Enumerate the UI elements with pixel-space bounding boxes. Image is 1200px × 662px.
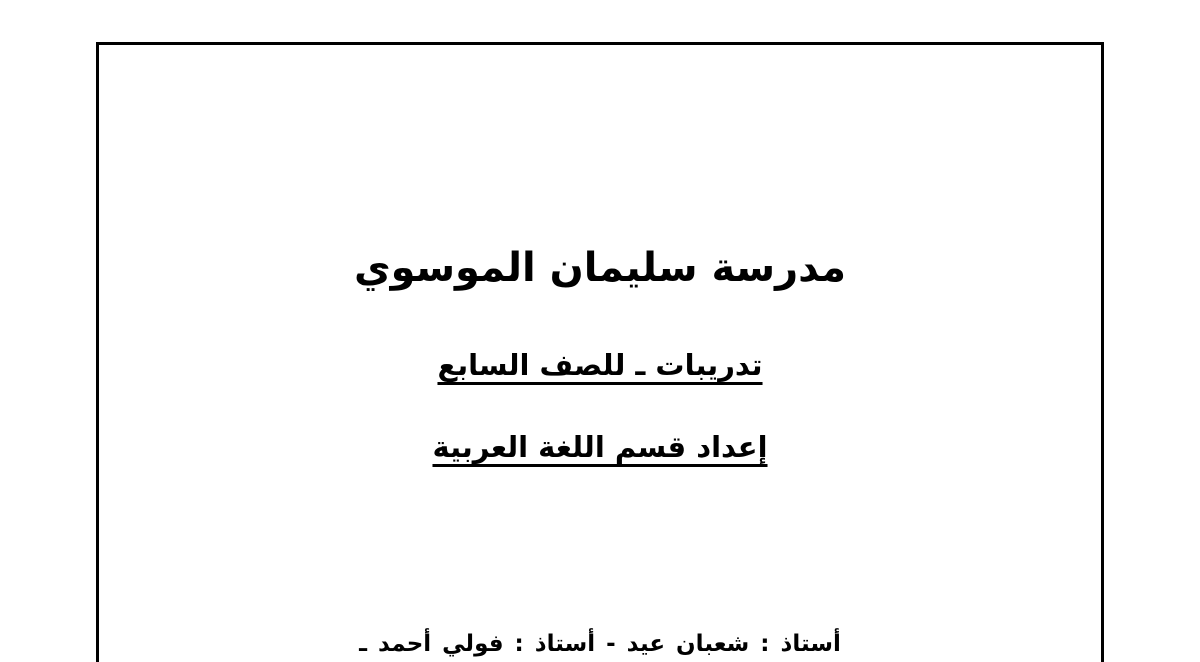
document-page [96,42,1104,662]
school-name-heading: مدرسة سليمان الموسوي [353,245,846,291]
department-line: إعداد قسم اللغة العربية [432,430,768,464]
grade-subtitle: تدريبات ـ للصف السابع [437,348,763,382]
teachers-line: أستاذ : شعبان عيد - أستاذ : فولي أحمد ـ [359,631,841,657]
